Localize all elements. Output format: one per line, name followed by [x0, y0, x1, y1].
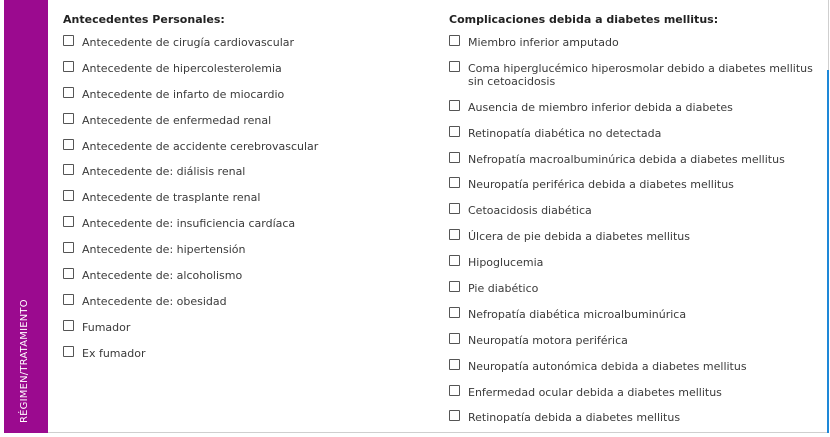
personal-item[interactable] — [63, 191, 423, 204]
complications-item[interactable] — [449, 178, 819, 191]
personal-item[interactable] — [63, 88, 423, 101]
complications-item-label: Nefropatía macroalbuminúrica debida a diabetes mellitus — [468, 152, 785, 166]
personal-item[interactable] — [63, 269, 423, 282]
checkbox[interactable] — [449, 307, 460, 318]
checkbox[interactable] — [63, 87, 74, 98]
complications-item[interactable] — [449, 62, 819, 88]
checkbox[interactable] — [449, 229, 460, 240]
complications-title: Complicaciones debida a diabetes mellitus: — [449, 13, 719, 26]
personal-history-column — [63, 12, 423, 373]
complications-column — [449, 12, 819, 437]
checkbox[interactable] — [63, 190, 74, 201]
personal-item-label: Antecedente de hipercolesterolemia — [82, 61, 282, 75]
personal-item[interactable] — [63, 36, 423, 49]
checkbox[interactable] — [449, 359, 460, 370]
checkbox[interactable] — [449, 255, 460, 266]
section-label: RÉGIMEN/TRATAMIENTO — [19, 299, 30, 423]
checkbox[interactable] — [63, 61, 74, 72]
personal-history-title: Antecedentes Personales: — [63, 13, 225, 26]
checkbox[interactable] — [63, 35, 74, 46]
section-sidebar — [4, 0, 48, 433]
complications-item[interactable] — [449, 386, 819, 399]
personal-item[interactable] — [63, 140, 423, 153]
complications-item[interactable] — [449, 282, 819, 295]
complications-item-label: Neuropatía autonómica debida a diabetes mellitus — [468, 359, 747, 373]
checkbox[interactable] — [63, 113, 74, 124]
complications-item[interactable] — [449, 36, 819, 49]
checkbox[interactable] — [63, 139, 74, 150]
checkbox[interactable] — [449, 333, 460, 344]
complications-item-label: Miembro inferior amputado — [468, 36, 619, 49]
complications-item[interactable] — [449, 101, 819, 114]
personal-item-label: Antecedente de: hipertensión — [82, 243, 246, 257]
complications-item[interactable] — [449, 334, 819, 347]
complications-item-label: Neuropatía motora periférica — [468, 333, 628, 347]
checkbox[interactable] — [63, 164, 74, 175]
personal-item[interactable] — [63, 217, 423, 230]
complications-item-label: Hipoglucemia — [468, 256, 544, 270]
complications-item[interactable] — [449, 256, 819, 269]
checkbox[interactable] — [449, 35, 460, 46]
personal-item[interactable] — [63, 243, 423, 256]
complications-item-label: Enfermedad ocular debida a diabetes mellitus — [468, 385, 722, 399]
personal-item[interactable] — [63, 321, 423, 334]
personal-item-label: Antecedente de: diálisis renal — [82, 165, 246, 179]
checkbox[interactable] — [63, 294, 74, 305]
complications-item-label: Ausencia de miembro inferior debida a diabetes — [468, 100, 733, 114]
complications-item[interactable] — [449, 127, 819, 140]
personal-item[interactable] — [63, 165, 423, 178]
personal-item[interactable] — [63, 347, 423, 360]
complications-item-label: Neuropatía periférica debida a diabetes mellitus — [468, 178, 734, 192]
personal-item-label: Antecedente de: alcoholismo — [82, 269, 243, 283]
checkbox[interactable] — [449, 100, 460, 111]
personal-history-list — [63, 36, 423, 360]
personal-item-label: Antecedente de cirugía cardiovascular — [82, 36, 295, 49]
checkbox[interactable] — [449, 385, 460, 396]
complications-item[interactable] — [449, 308, 819, 321]
personal-item[interactable] — [63, 62, 423, 75]
personal-item-label: Antecedente de: insuficiencia cardíaca — [82, 217, 296, 231]
personal-item-label: Antecedente de infarto de miocardio — [82, 87, 285, 101]
complications-item-label: Nefropatía diabética microalbuminúrica — [468, 307, 687, 321]
personal-item-label: Fumador — [82, 320, 131, 334]
personal-item-label: Antecedente de enfermedad renal — [82, 113, 272, 127]
checkbox[interactable] — [63, 242, 74, 253]
checkbox[interactable] — [63, 216, 74, 227]
checkbox[interactable] — [449, 177, 460, 188]
personal-item-label: Antecedente de accidente cerebrovascular — [82, 139, 319, 153]
personal-item[interactable] — [63, 114, 423, 127]
complications-item-label: Coma hiperglucémico hiperosmolar debido a diabetes mellitus sin cetoacidosis — [468, 61, 813, 88]
complications-item-label: Retinopatía debida a diabetes mellitus — [468, 411, 681, 425]
scroll-indicator — [827, 70, 829, 433]
checkbox[interactable] — [63, 346, 74, 357]
personal-item[interactable] — [63, 295, 423, 308]
complications-item-label: Pie diabético — [468, 282, 539, 296]
checkbox[interactable] — [63, 320, 74, 331]
complications-item-label: Úlcera de pie debida a diabetes mellitus — [468, 230, 690, 244]
checkbox[interactable] — [449, 152, 460, 163]
checkbox[interactable] — [449, 126, 460, 137]
complications-item-label: Retinopatía diabética no detectada — [468, 126, 662, 140]
complications-item[interactable] — [449, 360, 819, 373]
checkbox[interactable] — [449, 61, 460, 72]
complications-item-label: Cetoacidosis diabética — [468, 204, 592, 218]
complications-item[interactable] — [449, 411, 819, 424]
checkbox[interactable] — [63, 268, 74, 279]
complications-list — [449, 36, 819, 424]
checkbox[interactable] — [449, 281, 460, 292]
checkbox[interactable] — [449, 410, 460, 421]
complications-item[interactable] — [449, 230, 819, 243]
checkbox[interactable] — [449, 203, 460, 214]
personal-item-label: Antecedente de trasplante renal — [82, 191, 261, 205]
personal-item-label: Antecedente de: obesidad — [82, 294, 227, 308]
complications-item[interactable] — [449, 153, 819, 166]
complications-item[interactable] — [449, 204, 819, 217]
personal-item-label: Ex fumador — [82, 346, 146, 360]
